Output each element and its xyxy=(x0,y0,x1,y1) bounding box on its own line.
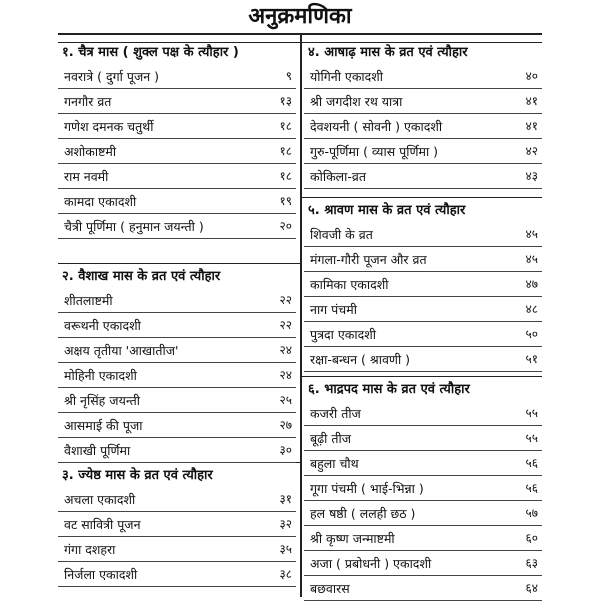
entry-page-number: २४ xyxy=(279,367,292,382)
index-entry[interactable] xyxy=(304,89,542,114)
section-heading: ६. भाद्रपद मास के व्रत एवं त्यौहार xyxy=(308,382,470,397)
index-entry[interactable] xyxy=(304,247,542,272)
entry-page-number: ३१ xyxy=(279,491,292,506)
entry-page-number: २२ xyxy=(279,317,292,332)
entry-title: नवरात्रे ( दुर्गा पूजन ) xyxy=(64,68,160,84)
index-entry[interactable] xyxy=(58,139,296,164)
index-entry[interactable] xyxy=(304,401,542,426)
index-entry[interactable] xyxy=(58,413,296,438)
entry-page-number: २२ xyxy=(279,292,292,307)
entry-page-number: ९ xyxy=(285,68,292,83)
entry-page-number: ५१ xyxy=(525,351,538,366)
entry-page-number: ५० xyxy=(525,326,538,341)
index-entry[interactable] xyxy=(58,64,296,89)
index-entry[interactable] xyxy=(304,451,542,476)
entry-page-number: ४८ xyxy=(525,301,538,316)
entry-title: वैशाखी पूर्णिमा xyxy=(64,442,131,458)
entry-title: बूढ़ी तीज xyxy=(310,430,352,446)
entry-title: कजरी तीज xyxy=(310,405,361,421)
entry-page-number: ५७ xyxy=(525,505,538,520)
entry-title: वरूथनी एकादशी xyxy=(64,317,141,333)
entry-title: शिवजी के व्रत xyxy=(310,226,373,242)
entry-page-number: ६४ xyxy=(525,580,538,595)
entry-title: कोकिला-व्रत xyxy=(310,168,366,184)
entry-title: निर्जला एकादशी xyxy=(64,566,138,582)
column-divider xyxy=(300,35,302,597)
entry-title: अचला एकादशी xyxy=(64,491,136,507)
entry-title: देवशयनी ( सोवनी ) एकादशी xyxy=(310,118,443,134)
entry-page-number: १९ xyxy=(279,193,292,208)
index-entry[interactable] xyxy=(304,64,542,89)
entry-page-number: ३५ xyxy=(279,541,292,556)
entry-page-number: ५५ xyxy=(525,405,538,420)
entry-page-number: ४३ xyxy=(525,168,538,183)
entry-page-number: ३८ xyxy=(279,566,292,581)
index-entry[interactable] xyxy=(304,322,542,347)
entry-title: हल षष्ठी ( ललही छठ ) xyxy=(310,505,416,521)
entry-page-number: ३२ xyxy=(279,516,292,531)
section-jyeshtha xyxy=(58,467,296,587)
page-title: अनुक्रमणिका xyxy=(248,4,352,29)
entry-page-number: १८ xyxy=(279,143,292,158)
entry-title: अक्षय तृतीया 'आखातीज' xyxy=(64,342,179,358)
index-entry[interactable] xyxy=(58,438,296,463)
entry-page-number: ५५ xyxy=(525,430,538,445)
entry-title: मंगला-गौरी पूजन और व्रत xyxy=(310,251,427,267)
entry-title: कामदा एकादशी xyxy=(64,193,137,209)
section-heading: १. चैत्र मास ( शुक्ल पक्ष के त्यौहार ) xyxy=(62,45,239,60)
index-entry[interactable] xyxy=(304,476,542,501)
section-heading: ४. आषाढ़ मास के व्रत एवं त्यौहार xyxy=(308,45,468,60)
section-ashadh xyxy=(304,44,542,189)
index-entry[interactable] xyxy=(58,562,296,587)
section-heading: ५. श्रावण मास के व्रत एवं त्यौहार xyxy=(308,203,466,218)
section-heading: ३. ज्येष्ठ मास के व्रत एवं त्यौहार xyxy=(62,468,213,483)
section-rule xyxy=(300,42,542,43)
entry-title: मोहिनी एकादशी xyxy=(64,367,137,383)
section-vaishakh xyxy=(58,268,296,463)
entry-page-number: ४५ xyxy=(525,226,538,241)
index-entry[interactable] xyxy=(58,114,296,139)
entry-page-number: ४२ xyxy=(525,143,538,158)
entry-title: गुरु-पूर्णिमा ( व्यास पूर्णिमा ) xyxy=(310,143,439,159)
entry-page-number: ६० xyxy=(525,530,538,545)
section-rule xyxy=(58,263,300,264)
entry-page-number: ४५ xyxy=(525,251,538,266)
section-rule xyxy=(300,197,542,198)
entry-page-number: ४१ xyxy=(525,118,538,133)
section-rule xyxy=(58,42,300,43)
entry-title: बछवारस xyxy=(310,580,350,596)
entry-title: रक्षा-बन्धन ( श्रावणी ) xyxy=(310,351,411,367)
entry-title: आसमाई की पूजा xyxy=(64,417,143,433)
section-chaitra xyxy=(58,44,296,239)
index-entry[interactable] xyxy=(58,388,296,413)
entry-title: वट सावित्री पूजन xyxy=(64,516,141,532)
entry-title: पुत्रदा एकादशी xyxy=(310,326,376,342)
entry-page-number: ४० xyxy=(525,68,538,83)
section-bhadrapad xyxy=(304,381,542,601)
entry-page-number: ४७ xyxy=(525,276,538,291)
index-entry[interactable] xyxy=(304,297,542,322)
entry-page-number: ४१ xyxy=(525,93,538,108)
index-entry[interactable] xyxy=(58,363,296,388)
entry-title: नाग पंचमी xyxy=(310,301,357,317)
index-entry[interactable] xyxy=(58,487,296,512)
entry-page-number: १८ xyxy=(279,118,292,133)
section-heading: २. वैशाख मास के व्रत एवं त्यौहार xyxy=(62,269,221,284)
index-entry[interactable] xyxy=(304,272,542,297)
index-entry[interactable] xyxy=(304,164,542,189)
index-entry[interactable] xyxy=(58,512,296,537)
entry-page-number: ३० xyxy=(279,442,292,457)
index-entry[interactable] xyxy=(58,288,296,313)
entry-title: गनगौर व्रत xyxy=(64,93,112,109)
index-entry[interactable] xyxy=(58,89,296,114)
index-entry[interactable] xyxy=(58,214,296,239)
entry-title: श्री नृसिंह जयन्ती xyxy=(64,392,141,408)
entry-title: बहुला चौथ xyxy=(310,455,359,471)
entry-title: शीतलाष्टमी xyxy=(64,292,113,308)
entry-page-number: २४ xyxy=(279,342,292,357)
index-entry[interactable] xyxy=(58,164,296,189)
entry-title: गंगा दशहरा xyxy=(64,541,116,557)
index-entry[interactable] xyxy=(304,551,542,576)
section-rule xyxy=(300,376,542,377)
entry-page-number: २७ xyxy=(279,417,292,432)
index-entry[interactable] xyxy=(304,139,542,164)
entry-title: राम नवमी xyxy=(64,168,109,184)
index-entry[interactable] xyxy=(58,189,296,214)
index-entry[interactable] xyxy=(58,537,296,562)
index-entry[interactable] xyxy=(304,347,542,372)
entry-title: गणेश दमनक चतुर्थी xyxy=(64,118,154,134)
entry-title: अजा ( प्रबोधनी ) एकादशी xyxy=(310,555,432,571)
entry-title: चैत्री पूर्णिमा ( हनुमान जयन्ती ) xyxy=(64,218,204,234)
entry-page-number: २० xyxy=(279,218,292,233)
entry-title: योगिनी एकादशी xyxy=(310,68,384,84)
index-entry[interactable] xyxy=(58,338,296,363)
entry-page-number: २५ xyxy=(279,392,292,407)
entry-title: गूगा पंचमी ( भाई-भिन्ना ) xyxy=(310,480,424,496)
entry-title: श्री जगदीश रथ यात्रा xyxy=(310,93,403,109)
index-entry[interactable] xyxy=(304,222,542,247)
index-entry[interactable] xyxy=(304,501,542,526)
index-entry[interactable] xyxy=(304,526,542,551)
index-entry[interactable] xyxy=(304,426,542,451)
entry-page-number: १३ xyxy=(279,93,292,108)
entry-title: कामिका एकादशी xyxy=(310,276,389,292)
entry-page-number: ५६ xyxy=(525,455,538,470)
entry-title: अशोकाष्टमी xyxy=(64,143,117,159)
index-entry[interactable] xyxy=(304,114,542,139)
entry-page-number: ५६ xyxy=(525,480,538,495)
index-entry[interactable] xyxy=(304,576,542,601)
section-shravan xyxy=(304,202,542,372)
index-entry[interactable] xyxy=(58,313,296,338)
entry-title: श्री कृष्ण जन्माष्टमी xyxy=(310,530,395,546)
entry-page-number: ६३ xyxy=(525,555,538,570)
entry-page-number: १८ xyxy=(279,168,292,183)
